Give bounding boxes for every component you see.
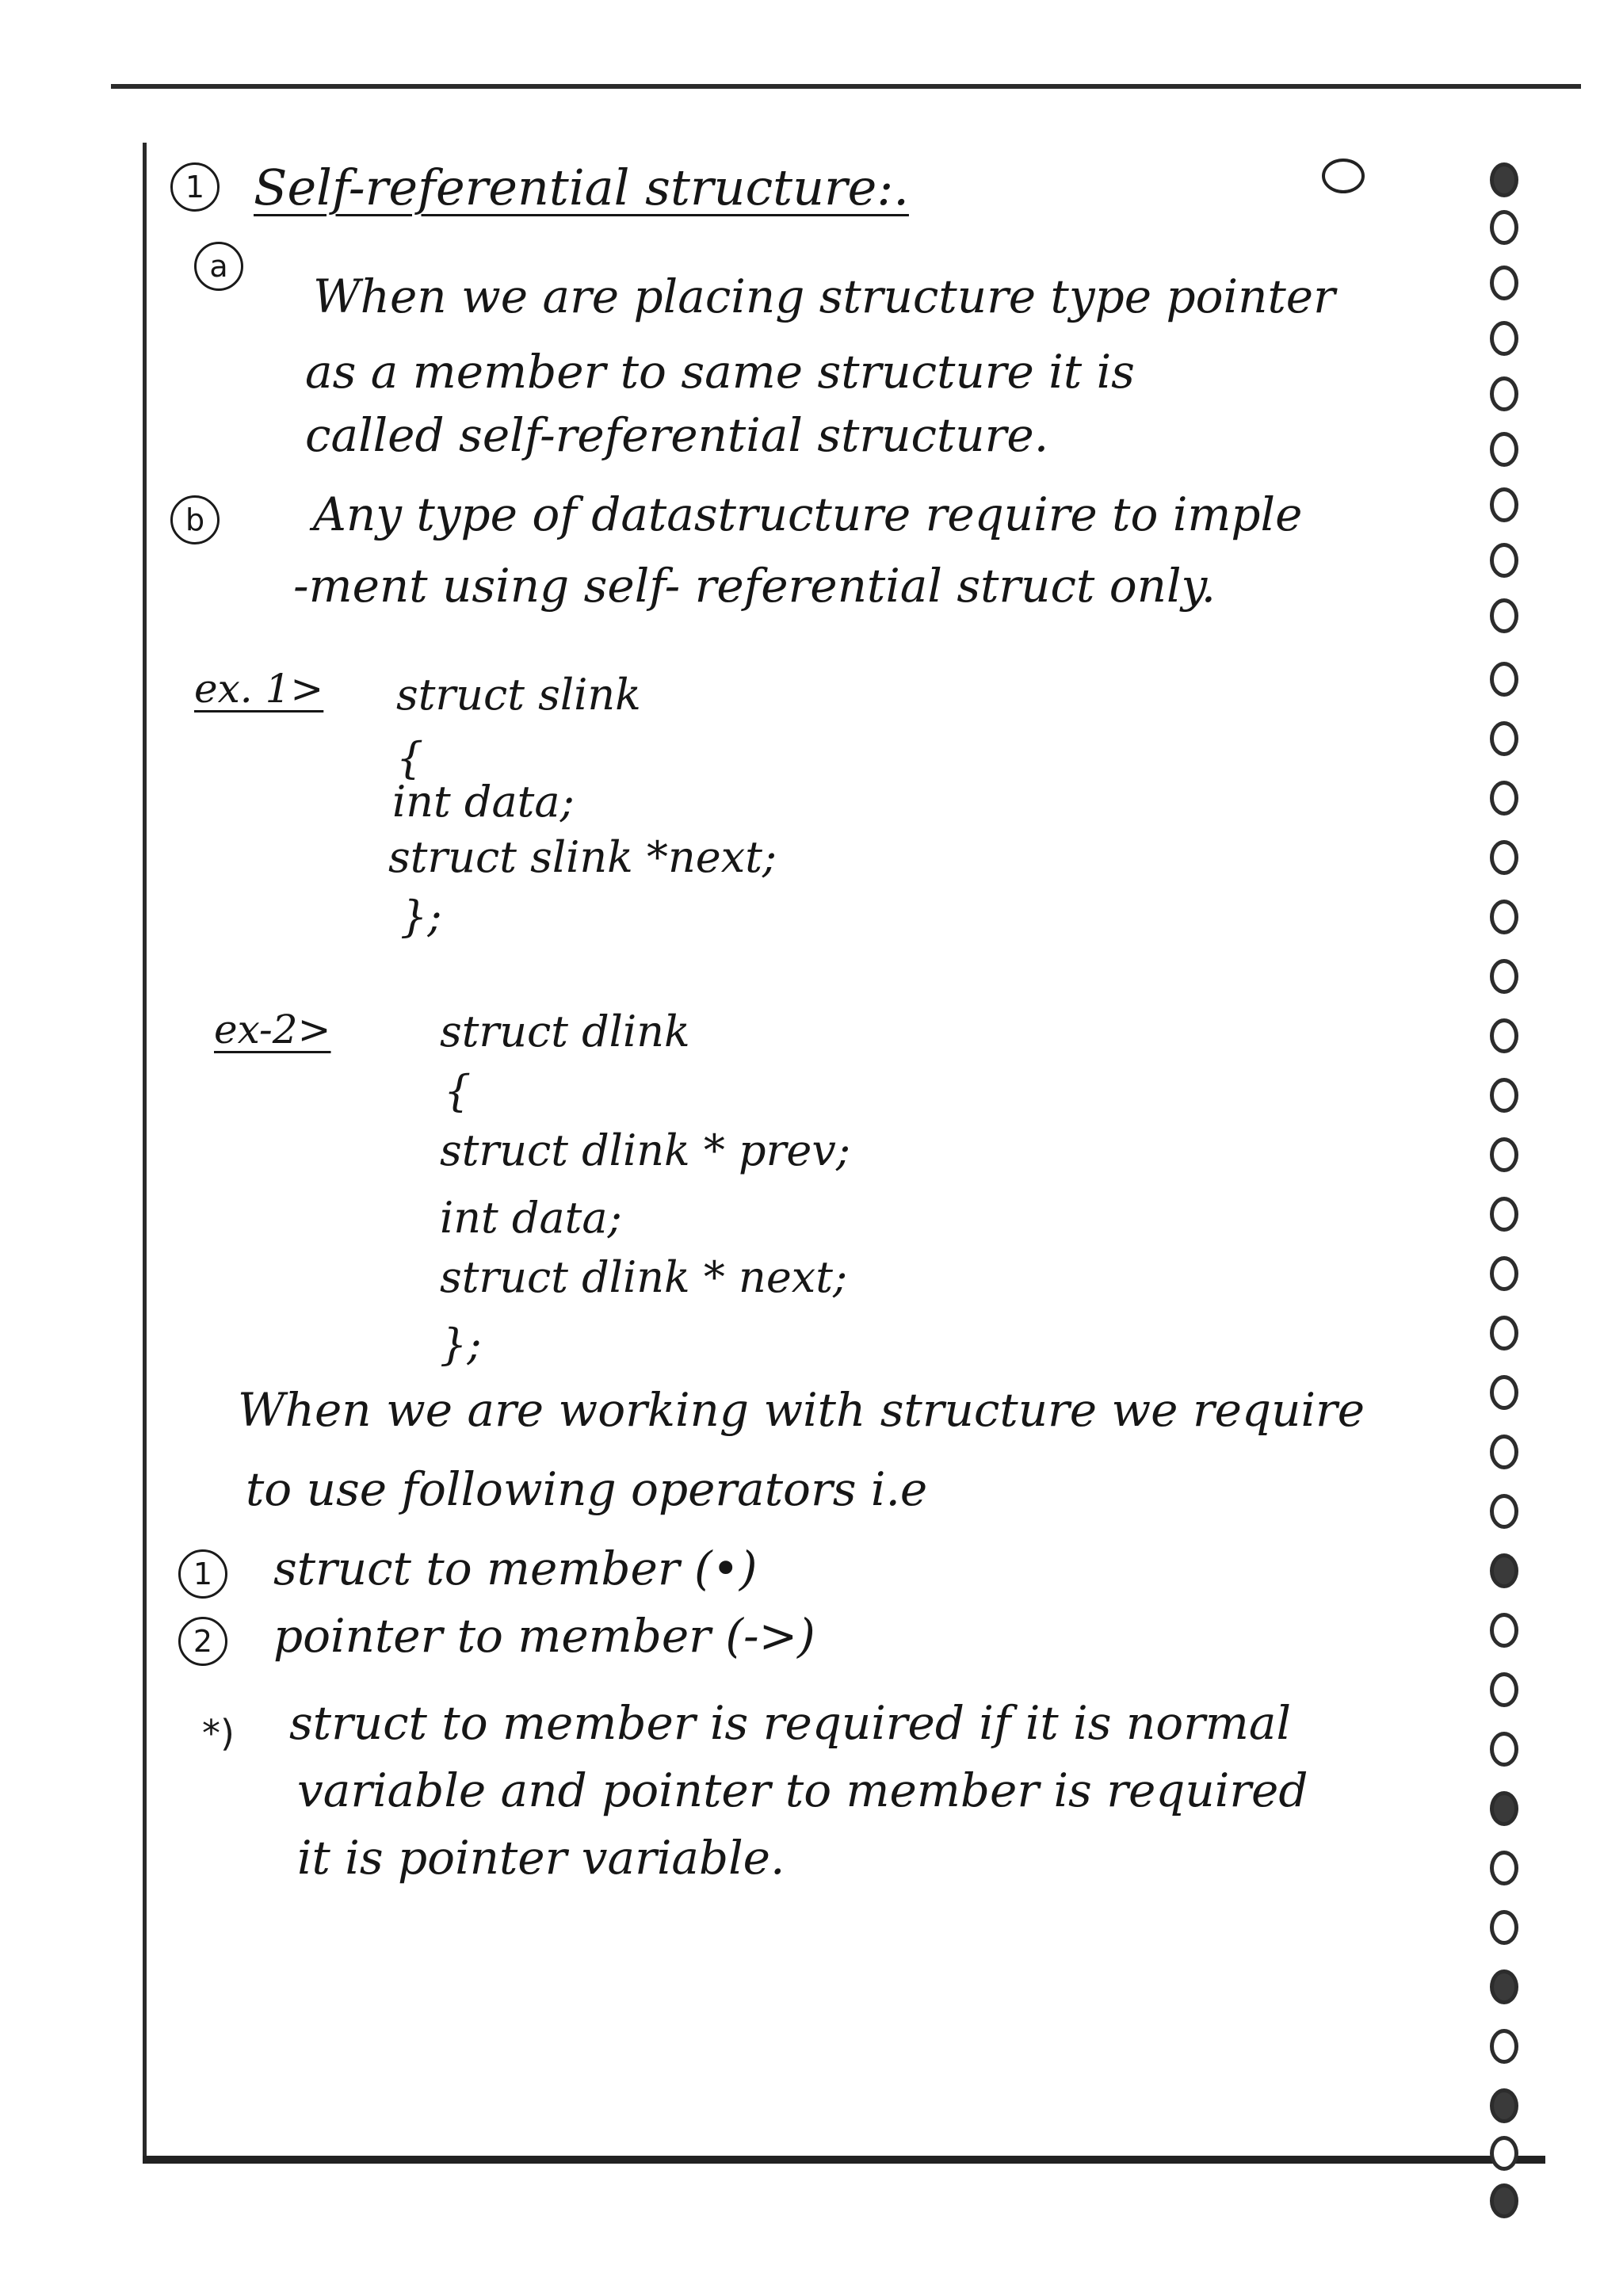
- binder-hole: [1490, 1256, 1518, 1291]
- note-marker: *): [202, 1712, 235, 1755]
- point-a-marker: a: [194, 242, 243, 291]
- example-2-code-line: {: [444, 1066, 472, 1116]
- example-1-code-line: };: [400, 892, 442, 942]
- binder-hole: [1490, 1553, 1518, 1588]
- binder-hole: [1490, 1851, 1518, 1885]
- binder-hole: [1490, 1732, 1518, 1767]
- example-1-label: ex. 1>: [194, 666, 324, 712]
- operator-number-marker: 1: [178, 1549, 227, 1599]
- operators-intro-line-2: to use following operators i.e: [246, 1462, 928, 1516]
- example-2-code-line: };: [440, 1320, 482, 1370]
- binder-hole: [1490, 781, 1518, 816]
- operators-intro-line-1: When we are working with structure we require: [238, 1383, 1365, 1437]
- left-margin-rule: [143, 143, 147, 2160]
- page-title: Self-referential structure:.: [254, 159, 909, 216]
- point-b-line-2: -ment using self- referential struct only.: [293, 559, 1216, 613]
- example-2-code-line: int data;: [440, 1193, 622, 1243]
- binder-hole: [1490, 1197, 1518, 1232]
- doodle-mark: [1322, 159, 1365, 193]
- note-line-1: struct to member is required if it is normal: [289, 1696, 1292, 1750]
- example-2-code-line: struct dlink * prev;: [440, 1125, 851, 1175]
- binder-hole: [1490, 1375, 1518, 1410]
- operator-number-marker: 2: [178, 1617, 227, 1666]
- binder-hole: [1490, 162, 1518, 197]
- example-2-code-line: struct dlink * next;: [440, 1252, 848, 1302]
- example-2-code-line: struct dlink: [440, 1007, 690, 1056]
- binder-hole: [1490, 432, 1518, 467]
- binder-hole: [1490, 840, 1518, 875]
- binder-hole: [1490, 598, 1518, 633]
- binder-hole: [1490, 321, 1518, 356]
- binder-hole: [1490, 543, 1518, 578]
- binder-hole: [1490, 2088, 1518, 2123]
- binder-hole: [1490, 900, 1518, 934]
- binder-hole: [1490, 1018, 1518, 1053]
- binder-hole: [1490, 1078, 1518, 1113]
- heading-number-marker: 1: [170, 162, 220, 212]
- point-a-line-3: called self-referential structure.: [305, 408, 1049, 462]
- point-a-line-1: When we are placing structure type pointer: [313, 269, 1335, 323]
- example-2-label: ex-2>: [214, 1007, 331, 1052]
- example-1-code-line: int data;: [392, 777, 575, 827]
- operator-item: struct to member (•): [273, 1541, 758, 1595]
- binder-hole: [1490, 1137, 1518, 1172]
- binder-hole: [1490, 1910, 1518, 1945]
- binder-hole: [1490, 1613, 1518, 1648]
- binder-hole: [1490, 662, 1518, 697]
- binder-hole: [1490, 376, 1518, 411]
- binder-hole: [1490, 959, 1518, 994]
- binder-hole: [1490, 1494, 1518, 1529]
- binder-hole: [1490, 721, 1518, 756]
- binder-hole: [1490, 487, 1518, 522]
- bottom-margin-rule: [143, 2156, 1545, 2164]
- binder-hole: [1490, 1435, 1518, 1469]
- binder-hole: [1490, 2136, 1518, 2171]
- binder-hole: [1490, 2183, 1518, 2218]
- point-b-marker: b: [170, 495, 220, 544]
- operator-item: pointer to member (->): [273, 1609, 815, 1663]
- binder-hole: [1490, 1672, 1518, 1707]
- binder-hole: [1490, 2029, 1518, 2064]
- example-1-code-line: struct slink: [396, 670, 641, 720]
- point-a-line-2: as a member to same structure it is: [305, 345, 1135, 399]
- binder-hole: [1490, 1969, 1518, 2004]
- binder-hole: [1490, 1316, 1518, 1350]
- binder-hole: [1490, 210, 1518, 245]
- binder-hole: [1490, 1791, 1518, 1826]
- point-b-line-1: Any type of datastructure require to imple: [313, 487, 1303, 541]
- top-margin-rule: [111, 84, 1581, 89]
- binder-hole: [1490, 266, 1518, 300]
- note-line-2: variable and pointer to member is required: [297, 1763, 1308, 1817]
- note-line-3: it is pointer variable.: [297, 1831, 785, 1885]
- example-1-code-line: struct slink *next;: [388, 832, 777, 882]
- example-1-code-line: {: [396, 733, 424, 783]
